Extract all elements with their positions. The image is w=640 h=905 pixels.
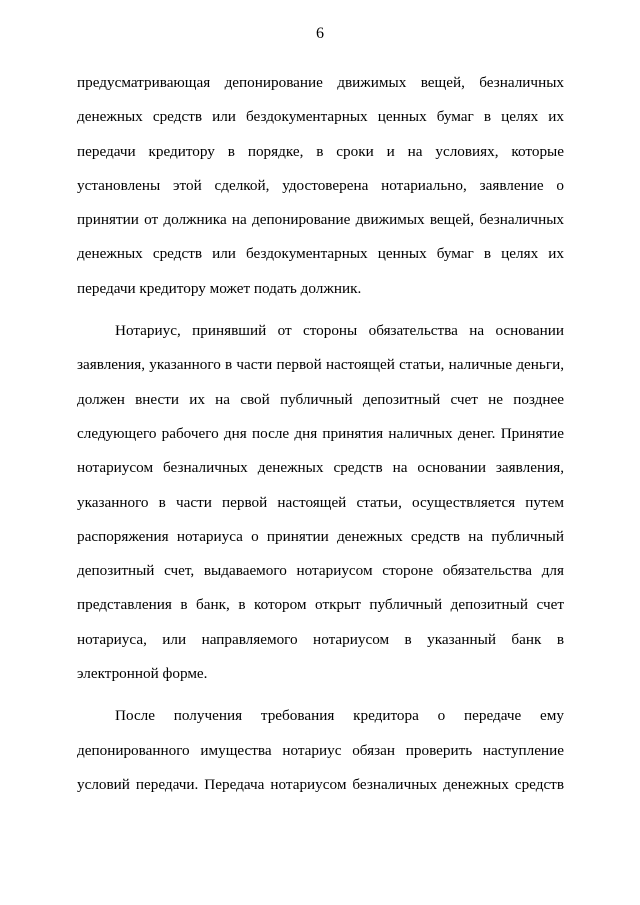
text-line: заявления, указанного в части первой настоящей статьи, наличные деньги,	[77, 356, 564, 374]
text-line: депонированного имущества нотариус обязан проверить наступление	[77, 741, 564, 759]
text-line: распоряжения нотариуса о принятии денежных средств на публичный	[77, 527, 564, 545]
text-line: указанного в части первой настоящей статьи, осуществляется путем	[77, 493, 564, 511]
text-line: электронной форме.	[77, 665, 208, 683]
text-line: нотариусом безналичных денежных средств на основании заявления,	[77, 459, 564, 477]
text-line: нотариуса, или направляемого нотариусом в указанный банк в	[77, 630, 564, 648]
paragraph	[77, 66, 564, 306]
text-line: Нотариус, принявший от стороны обязательства на основании	[115, 322, 564, 340]
text-line: передачи кредитору может подать должник.	[77, 279, 362, 297]
text-line: представления в банк, в котором открыт публичный депозитный счет	[77, 596, 564, 614]
paragraph-gap	[77, 691, 564, 699]
text-line: установлены этой сделкой, удостоверена нотариально, заявление о	[77, 176, 564, 194]
page-number: 6	[316, 25, 324, 42]
text-line: условий передачи. Передача нотариусом безналичных денежных средств	[77, 775, 564, 793]
text-line: предусматривающая депонирование движимых вещей, безналичных	[77, 74, 564, 91]
text-line: передачи кредитору в порядке, в сроки и на условиях, которые	[77, 142, 564, 160]
text-line: принятии от должника на депонирование движимых вещей, безналичных	[77, 211, 564, 229]
document-body	[77, 66, 564, 802]
text-line: следующего рабочего дня после дня принятия наличных денег. Принятие	[77, 424, 564, 442]
text-line: депозитный счет, выдаваемого нотариусом стороне обязательства для	[77, 562, 564, 580]
paragraph	[77, 314, 564, 691]
paragraph	[77, 699, 564, 802]
text-line: денежных средств или бездокументарных ценных бумаг в целях их	[77, 108, 564, 126]
text-line: денежных средств или бездокументарных ценных бумаг в целях их	[77, 245, 564, 263]
text-line: После получения требования кредитора о передаче ему	[115, 707, 564, 725]
text-line: должен внести их на свой публичный депозитный счет не позднее	[77, 390, 564, 408]
paragraph-gap	[77, 306, 564, 314]
